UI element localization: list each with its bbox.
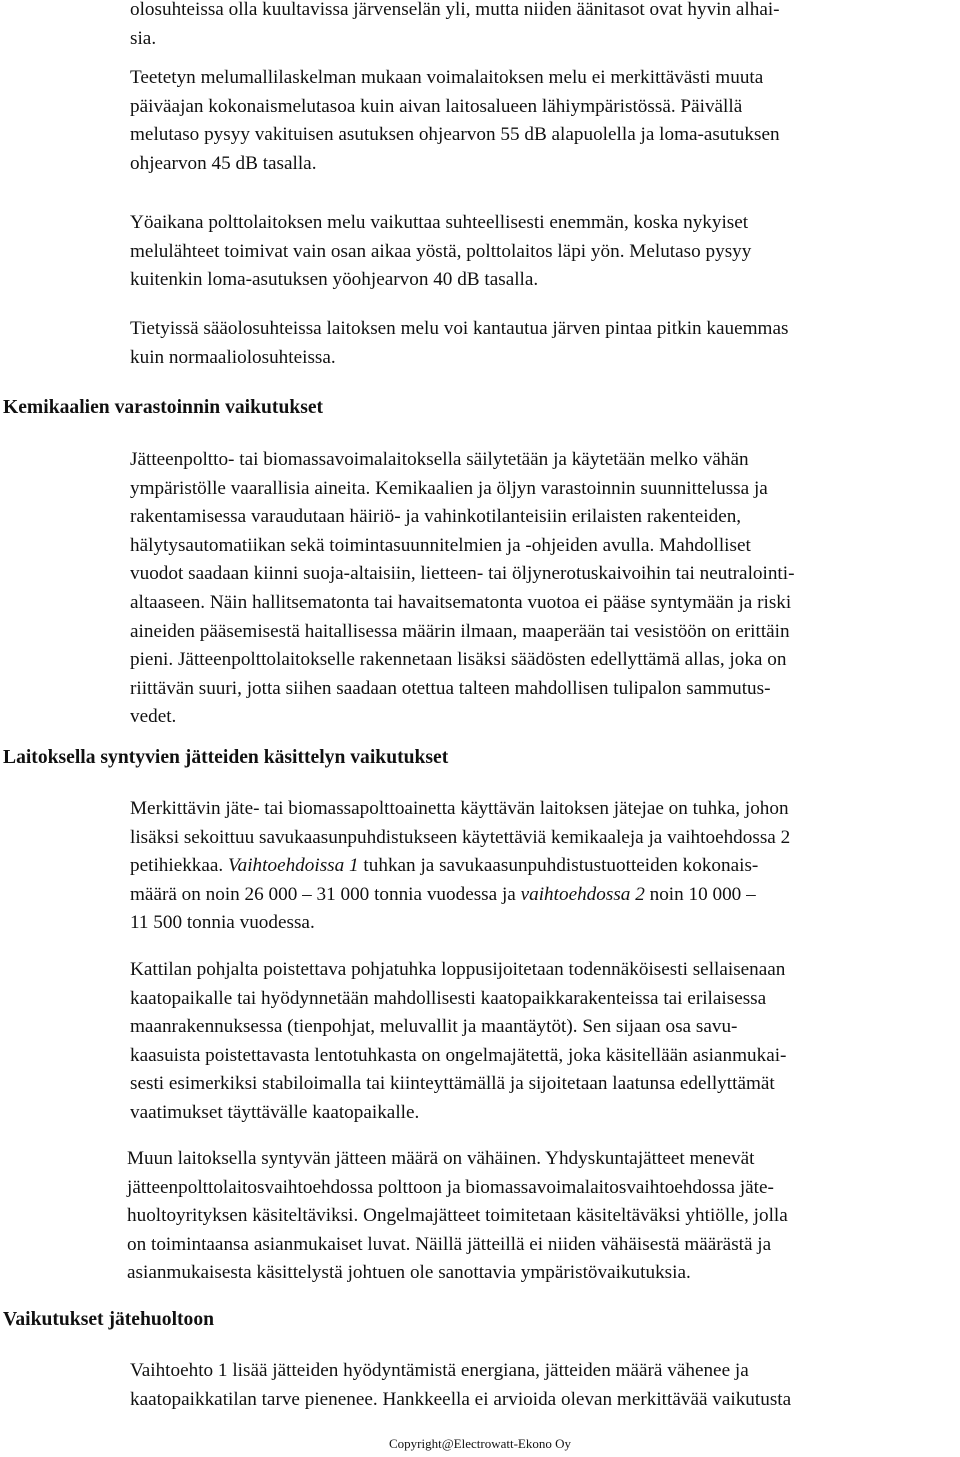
paragraph-bottom-ash: Kattilan pohjalta poistettava pohjatuhka loppusijoitetaan todennäköisesti sellaisenaan kaatopaikalle tai hyödynnetään mahdollisesti kaatopaikkarakenteissa tai erilaisessa maanrakennuksessa (tienpohjat, meluvallit ja maantäytöt). Sen sijaan osa savu- kaasuista poistettavasta lentotuhkasta on ongelmajätettä, joka käsitellään asianmukai- sesti esimerkiksi stabiloimalla tai kiinteyttämällä ja sijoitetaan laatunsa edellyttämät vaatimukset täyttävälle kaatopaikalle. [130, 959, 787, 1123]
heading-waste-handling: Laitoksella syntyvien jätteiden käsittelyn vaikutukset [3, 747, 449, 768]
paragraph-nighttime-noise: Yöaikana polttolaitoksen melu vaikuttaa suhteellisesti enemmän, koska nykyiset melulähteet toimivat vain osan aikaa yöstä, polttolaitos läpi yön. Melutaso pysyy kuitenkin loma-asutuksen yöohjearvon 40 dB tasalla. [130, 212, 752, 291]
paragraph-noise-audibility: olosuhteissa olla kuultavissa järvenselän yli, mutta niiden äänitasot ovat hyvin alhai- sia. [130, 0, 780, 49]
paragraph-waste-management: Vaihtoehto 1 lisää jätteiden hyödyntämistä energiana, jätteiden määrä vähenee ja kaatopaikkatilan tarve pienenee. Hankkeella ei arvioida olevan merkittävää vaikutusta [130, 1360, 792, 1410]
paragraph-other-waste: Muun laitoksella syntyvän jätteen määrä on vähäinen. Yhdyskuntajätteet menevät jätteenpolttolaitosvaihtoehdossa polttoon ja biomassavoimalaitosvaihtoehdossa jäte- huoltoyrityksen käsiteltäviksi. Ongelmajätteet toimitetaan käsiteltäväksi yhtiölle, jolla on toimintaansa asianmukaiset luvat. Näillä jätteillä ei niiden vähäisestä määrästä ja asianmukaisesta käsittelystä johtuen ole sanottavia ympäristövaikutuksia. [127, 1148, 788, 1284]
paragraph-ash-quantities [130, 795, 960, 938]
ash-text-part-1: Merkittävin jäte- tai biomassapolttoainetta käyttävän laitoksen jätejae on tuhka, johon lisäksi sekoittuu savukaasunpuhdistukseen käytettäviä kemikaaleja ja vaihtoehdossa 2 petihiekkaa. [130, 798, 791, 877]
alternative-2-italic: vaihtoehdossa 2 [520, 883, 645, 905]
paragraph-daytime-noise: Teetetyn melumallilaskelman mukaan voimalaitoksen melu ei merkittävästi muuta päiväajan kokonaismelutasoa kuin aivan laitosalueen lähiympäristössä. Päivällä melutaso pysyy vakituisen asutuksen ohjearvon 55 dB alapuolella ja loma-asutuksen ohjearvon 45 dB tasalla. [130, 67, 780, 174]
paragraph-chemical-storage: Jätteenpoltto- tai biomassavoimalaitoksella säilytetään ja käytetään melko vähän ympäristölle vaarallisia aineita. Kemikaalien ja öljyn varastoinnin suunnittelussa ja rakentamisessa varaudutaan häiriö- ja vahinkotilanteisiin erilaisten rakenteiden, hälytysautomatiikan sekä toimintasuunnitelmien ja -ohjeiden avulla. Mahdolliset vuodot saadaan kiinni suoja-altaisiin, lietteen- tai öljynerotuskaivoihin tai neutralointi- altaaseen. Näin hallitsematonta tai havaitsematonta vuotoa ei pääse syntymään ja riski aineiden pääsemisestä haitallisessa määrin ilmaan, maaperään tai vesistöön on erittäin pieni. Jätteenpolttolaitokselle rakennetaan lisäksi säädösten edellyttämä allas, joka on riittävän suuri, jotta siihen saadaan otettua talteen mahdollisen tulipalon sammutus- vedet. [130, 449, 795, 728]
ash-text-part-2: tuhkan ja savukaasunpuhdistustuotteiden kokonais- määrä on noin 26 000 – 31 000 tonnia vuodessa ja [130, 855, 759, 905]
alternative-1-italic: Vaihtoehdoissa 1 [228, 855, 359, 877]
heading-chemical-storage: Kemikaalien varastoinnin vaikutukset [3, 397, 324, 418]
page-footer-copyright: Copyright@Electrowatt-Ekono Oy [388, 1436, 572, 1451]
paragraph-weather-noise: Tietyissä sääolosuhteissa laitoksen melu voi kantautua järven pintaa pitkin kauemmas kuin normaaliolosuhteissa. [130, 318, 789, 368]
heading-waste-management-effects: Vaikutukset jätehuoltoon [3, 1309, 215, 1330]
ash-text-part-3: noin 10 000 – 11 500 tonnia vuodessa. [130, 883, 756, 934]
